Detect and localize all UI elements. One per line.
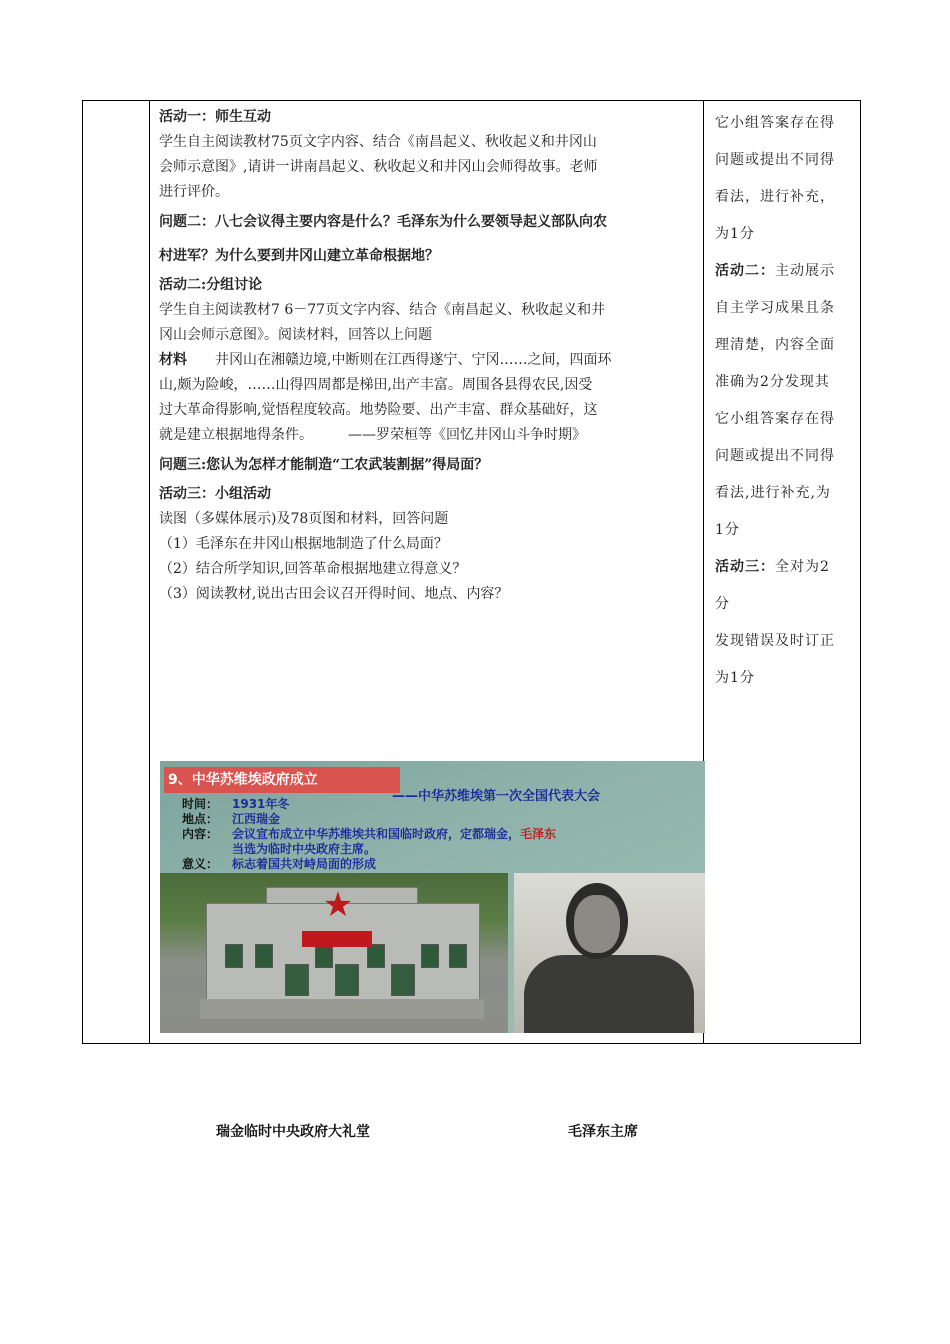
activity-line-text: 活动一：师生互动 (159, 109, 271, 125)
evaluation-line (715, 401, 860, 438)
activity-line-text: 学生自主阅读教材7 6－77页文字内容、结合《南昌起义、秋收起义和井 (159, 302, 606, 318)
evaluation-line (715, 364, 860, 401)
evaluation-line-text: 1分 (715, 522, 740, 538)
activity-line-text: 井冈山在湘赣边境,中断则在江西得遂宁、宁冈……之间，四面环 (187, 352, 612, 368)
meaning-label: 意义： (182, 857, 219, 871)
activity-line-text: 就是建立根据地得条件。 ——罗荣桓等《回忆井冈山斗争时期》 (159, 427, 586, 443)
evaluation-line (715, 290, 860, 327)
place-value: 江西瑞金 (232, 812, 281, 826)
time-label: 时间： (182, 797, 219, 811)
activity-line-text: 村进军？为什么要到井冈山建立革命根据地？ (159, 248, 439, 264)
evaluation-line (715, 512, 860, 549)
evaluation-line-text: 看法，进行补充， (715, 189, 835, 205)
evaluation-line (715, 327, 860, 364)
evaluation-line (715, 586, 860, 623)
activity-line-text: （1）毛泽东在井冈山根据地制造了什么局面？ (159, 536, 448, 552)
time-value: 1931年冬 (232, 797, 290, 811)
activity-line (159, 130, 699, 155)
activity-line (159, 532, 699, 557)
teaching-activities-column (159, 105, 699, 607)
portrait-face (574, 895, 620, 953)
activity-line (159, 180, 699, 205)
evaluation-line (715, 438, 860, 475)
evaluation-line-text: 发现错误及时订正 (715, 633, 835, 649)
slide-image (160, 761, 705, 1140)
evaluation-line-text: 理清楚，内容全面 (715, 337, 835, 353)
activity-line-text: 会师示意图》,请讲一讲南昌起义、秋收起义和井冈山会师得故事。老师 (159, 159, 598, 175)
activity-line-text: 学生自主阅读教材75页文字内容、结合《南昌起义、秋收起义和井冈山 (159, 134, 597, 150)
evaluation-line-label: 活动二： (715, 263, 775, 279)
evaluation-column (715, 105, 860, 697)
evaluation-line (715, 179, 860, 216)
activity-line (159, 273, 699, 298)
activity-line (159, 557, 699, 582)
evaluation-line (715, 142, 860, 179)
evaluation-line (715, 660, 860, 697)
lesson-table (82, 100, 861, 1140)
building-plaque (302, 931, 372, 947)
activity-line-text: 活动二:分组讨论 (159, 277, 263, 293)
evaluation-line-label: 活动三： (715, 559, 775, 575)
activity-line (159, 482, 699, 507)
activity-line-text: 读图（多媒体展示)及78页图和材料，回答问题 (159, 511, 449, 527)
activity-line-text: 冈山会师示意图》。阅读材料，回答以上问题 (159, 327, 432, 343)
content-label: 内容： (182, 827, 219, 841)
red-star-icon: ★ (322, 885, 354, 925)
evaluation-line-text: 问题或提出不同得 (715, 152, 835, 168)
evaluation-line-text: 为1分 (715, 226, 755, 242)
evaluation-line-text: 主动展示 (775, 263, 835, 279)
activity-line (159, 582, 699, 607)
activity-line-text: （2）结合所学知识,回答革命根据地建立得意义？ (159, 561, 467, 577)
evaluation-line (715, 253, 860, 290)
evaluation-line-text: 它小组答案存在得 (715, 115, 835, 131)
activity-line (159, 448, 699, 482)
portrait-photo (514, 873, 705, 1140)
activity-line (159, 373, 699, 398)
activity-line-text: 活动三：小组活动 (159, 486, 271, 502)
activity-line (159, 348, 699, 373)
evaluation-line (715, 475, 860, 512)
evaluation-line-text: 问题或提出不同得 (715, 448, 835, 464)
evaluation-line (715, 549, 860, 586)
caption-left: 瑞金临时中央政府大礼堂 (216, 1124, 370, 1140)
assembly-hall-photo (160, 873, 508, 1140)
content-value: 会议宣布成立中华苏维埃共和国临时政府，定都瑞金， (232, 827, 521, 841)
place-label: 地点： (182, 812, 219, 826)
evaluation-line-text: 准确为2分发现其 (715, 374, 830, 390)
activity-line (159, 323, 699, 348)
evaluation-line-text: 为1分 (715, 670, 755, 686)
activity-line-text: 问题二：八七会议得主要内容是什么？毛泽东为什么要领导起义部队向农 (159, 214, 607, 230)
portrait-coat (524, 955, 694, 1033)
evaluation-line-text: 它小组答案存在得 (715, 411, 835, 427)
slide-details (182, 797, 556, 872)
activity-line-label: 材料 (159, 352, 187, 368)
evaluation-line-text: 自主学习成果且条 (715, 300, 835, 316)
activity-line-text: 过大革命得影响,觉悟程度较高。地势险要、出产丰富、群众基础好，这 (159, 402, 598, 418)
meaning-value: 标志着国共对峙局面的形成 (232, 857, 377, 871)
activity-line (159, 105, 699, 130)
activity-line (159, 507, 699, 532)
evaluation-line (715, 216, 860, 253)
content-red: 毛泽东 (520, 827, 557, 841)
content-value-2: 当选为临时中央政府主席。 (232, 842, 377, 856)
activity-line (159, 155, 699, 180)
evaluation-line-text: 看法,进行补充,为 (715, 485, 831, 501)
evaluation-line-text: 分 (715, 596, 730, 612)
evaluation-line-text: 全对为2 (775, 559, 830, 575)
building-steps (200, 999, 484, 1019)
slide-subtitle: ——中华苏维埃第一次全国代表大会 (392, 789, 601, 804)
activity-line (159, 205, 699, 239)
activity-line (159, 239, 699, 273)
activity-line-text: 问题三:您认为怎样才能制造“工农武装割据”得局面？ (159, 457, 489, 473)
activity-line (159, 298, 699, 323)
activity-line (159, 423, 699, 448)
activity-line-text: 山,颇为险峻，……山得四周都是梯田,出产丰富。周围各县得农民,因受 (159, 377, 593, 393)
caption-right: 毛泽东主席 (568, 1124, 638, 1140)
evaluation-line (715, 105, 860, 142)
activity-line-text: （3）阅读教材,说出古田会议召开得时间、地点、内容？ (159, 586, 509, 602)
evaluation-line (715, 623, 860, 660)
activity-line-text: 进行评价。 (159, 184, 229, 200)
activity-line (159, 398, 699, 423)
column-divider-left (149, 101, 150, 1043)
slide-title: 9、中华苏维埃政府成立 (168, 772, 318, 788)
